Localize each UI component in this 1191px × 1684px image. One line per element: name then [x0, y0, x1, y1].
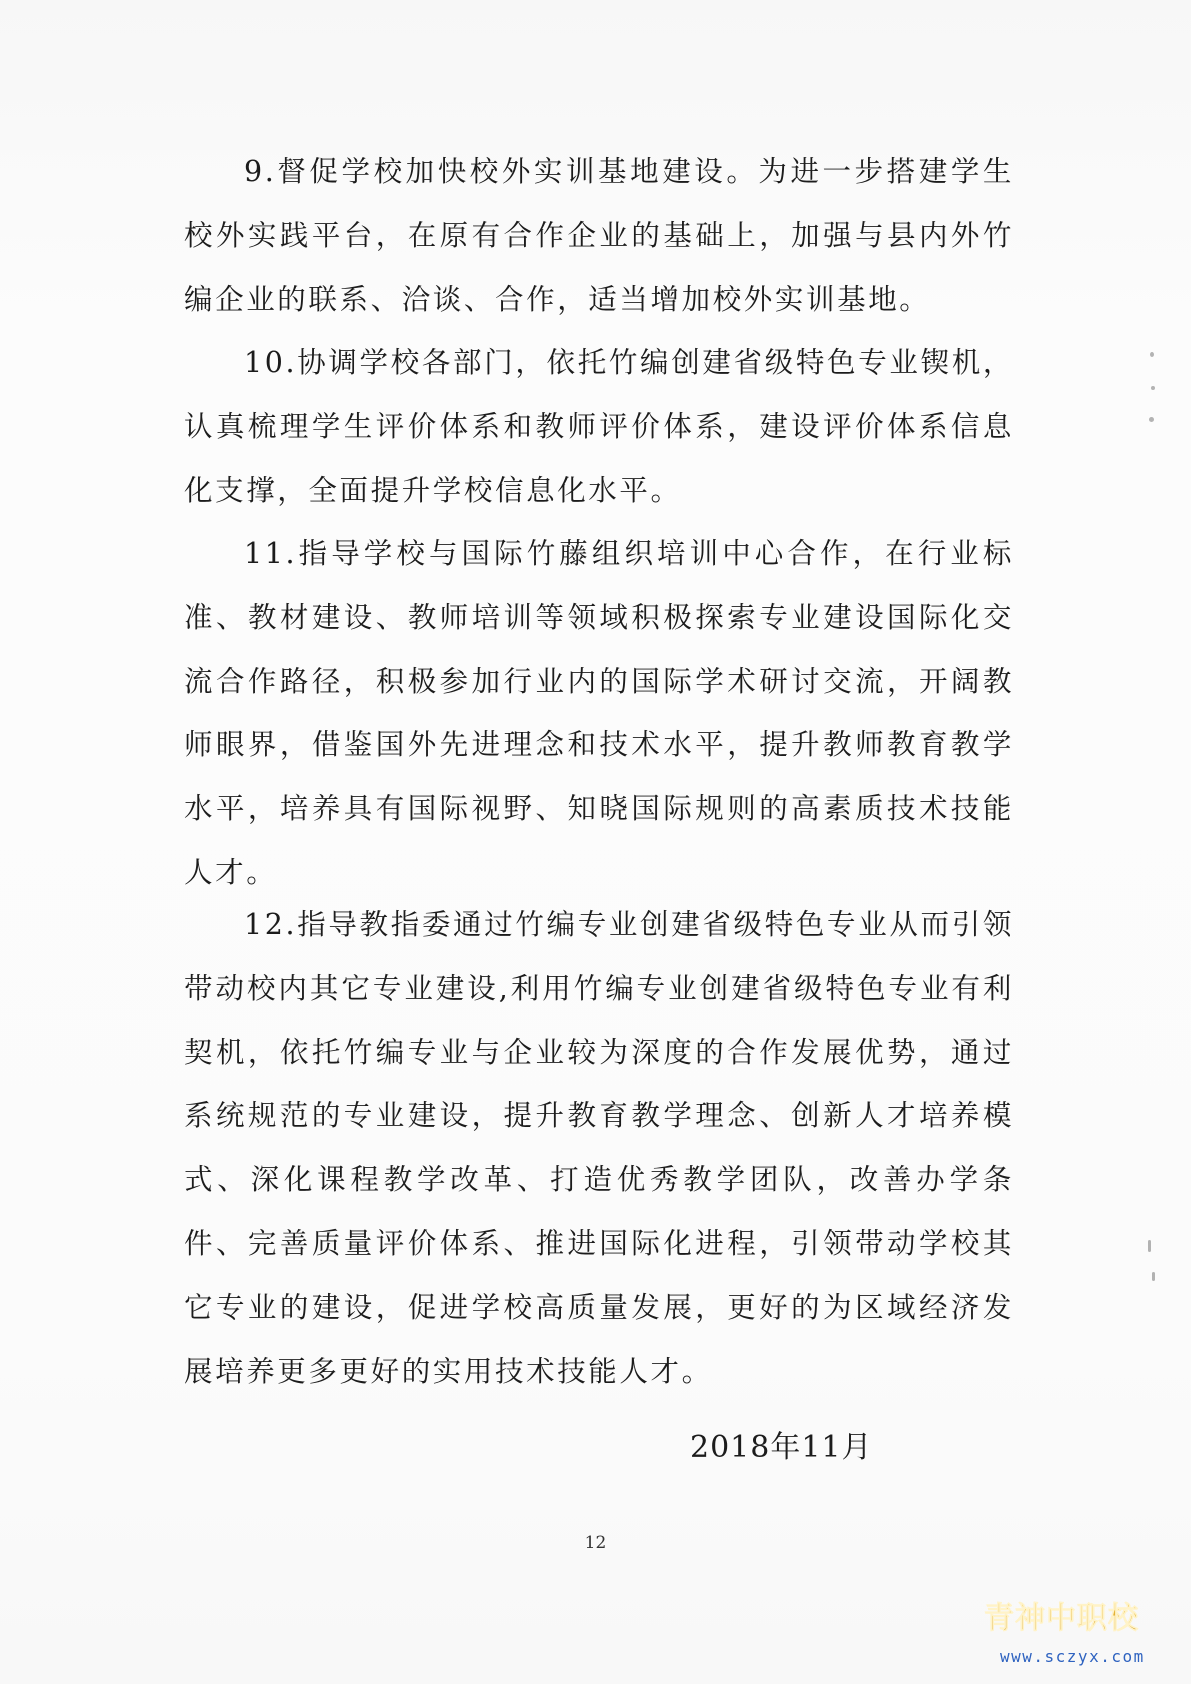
scan-speck [1150, 352, 1154, 357]
paragraph-9: 9.督促学校加快校外实训基地建设。为进一步搭建学生校外实践平台，在原有合作企业的基础上，加强与县内外竹编企业的联系、洽谈、合作，适当增加校外实训基地。 [184, 155, 1014, 316]
svg-text:www.sczyx.com: www.sczyx.com [1000, 1647, 1145, 1666]
document-date: 2018年11月 [690, 1430, 873, 1465]
page-number: 12 [584, 1533, 607, 1553]
paragraph-12: 12.指导教指委通过竹编专业创建省级特色专业从而引领带动校内其它专业建设,利用竹编专业创建省级特色专业有利契机，依托竹编专业与企业较为深度的合作发展优势，通过系统规范的专业建设，提升教育教学理念、创新人才培养模式、深化课程教学改革、打造优秀教学团队，改善办学条件、完善质量评价体系、推进国际化进程，引领带动学校其它专业的建设，促进学校高质量发展，更好的为区域经济发展培养更多更好的实用技术技能人才。 [184, 908, 1014, 1388]
scan-speck [1152, 1272, 1155, 1281]
scan-speck [1151, 386, 1155, 390]
svg-text:青神中职校: 青神中职校 [984, 1601, 1139, 1636]
watermark-logo [980, 1594, 1170, 1674]
scan-speck [1148, 1240, 1151, 1252]
paragraph-11: 11.指导学校与国际竹藤组织培训中心合作，在行业标准、教材建设、教师培训等领域积极探索专业建设国际化交流合作路径，积极参加行业内的国际学术研讨交流，开阔教师眼界，借鉴国外先进理念和技术水平，提升教师教育教学水平，培养具有国际视野、知晓国际规则的高素质技术技能人才。 [184, 537, 1014, 889]
scan-speck [1149, 417, 1154, 422]
paragraph-10: 10.协调学校各部门，依托竹编创建省级特色专业锲机，认真梳理学生评价体系和教师评价体系，建设评价体系信息化支撑，全面提升学校信息化水平。 [184, 346, 1014, 507]
